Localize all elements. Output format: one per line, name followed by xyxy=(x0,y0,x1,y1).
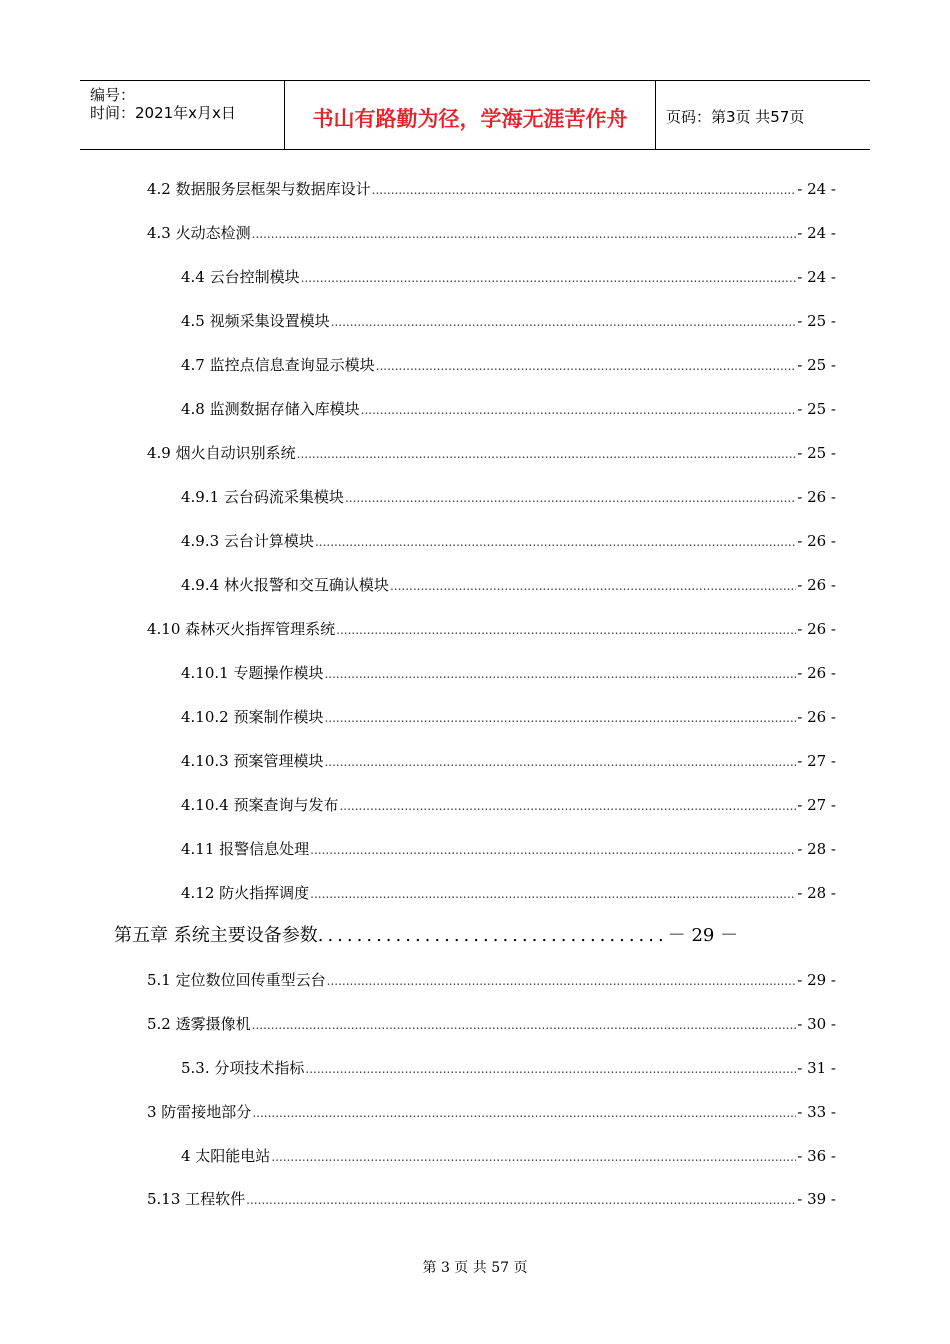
toc-entry[interactable] xyxy=(181,398,836,420)
toc-entry-page: - 26 - xyxy=(797,488,836,506)
toc-entry[interactable] xyxy=(181,662,836,684)
header-page-info: 页码：第3页 共57页 xyxy=(666,108,805,126)
toc-leader-dots xyxy=(390,575,796,597)
toc-leader-dots xyxy=(376,355,797,377)
toc-entry-title[interactable]: 4.5 视频采集设置模块 xyxy=(181,312,330,330)
toc-leader-dots xyxy=(336,619,796,641)
toc-entry[interactable] xyxy=(147,969,836,991)
toc-leader-dots xyxy=(297,443,797,465)
toc-entry[interactable] xyxy=(147,222,836,244)
header-page-cell xyxy=(656,81,870,149)
page-footer: 第 3 页 共 57 页 xyxy=(422,1260,528,1276)
toc-leader-dots xyxy=(315,531,796,553)
toc-leader-dots xyxy=(252,1014,797,1036)
toc-entry-title[interactable]: 4.9 烟火自动识别系统 xyxy=(147,444,296,462)
toc-leader-dots xyxy=(331,311,797,333)
toc-entry-page: - 33 - xyxy=(797,1103,836,1121)
toc-entry-page: - 26 - xyxy=(797,532,836,550)
toc-entry-title[interactable]: 4.9.3 云台计算模块 xyxy=(181,532,314,550)
toc-entry[interactable] xyxy=(147,1188,836,1210)
toc-entry-page: - 25 - xyxy=(797,444,836,462)
toc-entry-title[interactable]: 4.4 云台控制模块 xyxy=(181,268,300,286)
toc-entry-title[interactable]: 5.1 定位数位回传重型云台 xyxy=(147,971,326,989)
toc-entry-page: - 39 - xyxy=(797,1190,836,1208)
toc-entry-title[interactable]: 4.10.3 预案管理模块 xyxy=(181,752,324,770)
toc-entry-page: - 25 - xyxy=(797,312,836,330)
toc-entry-title[interactable]: 4.10.1 专题操作模块 xyxy=(181,664,324,682)
toc-entry[interactable] xyxy=(181,1145,836,1167)
toc-entry-page: - 26 - xyxy=(797,708,836,726)
toc-entry-title[interactable]: 5.3. 分项技术指标 xyxy=(181,1059,305,1077)
toc-entry-title[interactable]: 5.2 透雾摄像机 xyxy=(147,1015,251,1033)
toc-entry-page: - 26 - xyxy=(797,664,836,682)
toc-entry-page: - 26 - xyxy=(797,576,836,594)
toc-entry[interactable] xyxy=(147,442,836,464)
toc-entry-title[interactable]: 4.9.4 林火报警和交互确认模块 xyxy=(181,576,389,594)
chapter-title[interactable]: 第五章 系统主要设备参数 xyxy=(114,925,318,946)
header-meta xyxy=(80,81,284,149)
toc-entry-title[interactable]: 4.9.1 云台码流采集模块 xyxy=(181,488,344,506)
toc-entry-page: - 28 - xyxy=(797,884,836,902)
toc-entry-title[interactable]: 5.13 工程软件 xyxy=(147,1190,246,1208)
toc-leader-dots xyxy=(301,267,797,289)
toc-entry-title[interactable]: 4.2 数据服务层框架与数据库设计 xyxy=(147,180,371,198)
toc-entry-page: - 31 - xyxy=(797,1059,836,1077)
toc-entry-page: - 28 - xyxy=(797,840,836,858)
toc-entry-title[interactable]: 4 太阳能电站 xyxy=(181,1147,271,1165)
toc-entry[interactable] xyxy=(181,486,836,508)
toc-entry[interactable] xyxy=(181,838,836,860)
chapter-page: － 29 － xyxy=(667,925,739,946)
toc-entry-page: - 27 - xyxy=(797,796,836,814)
toc-leader-dots xyxy=(252,223,797,245)
toc-entry[interactable] xyxy=(181,794,836,816)
toc-entry[interactable] xyxy=(181,750,836,772)
toc-entry-page: - 25 - xyxy=(797,356,836,374)
toc-entry-page: - 30 - xyxy=(797,1015,836,1033)
toc-entry[interactable] xyxy=(181,1057,836,1079)
document-number-label: 编号： xyxy=(90,86,136,104)
toc-leader-dots xyxy=(310,883,796,905)
toc-entry-title[interactable]: 4.10 森林灭火指挥管理系统 xyxy=(147,620,336,638)
toc-entry-title[interactable]: 4.11 报警信息处理 xyxy=(181,840,310,858)
toc-entry-title[interactable]: 4.10.4 预案查询与发布 xyxy=(181,796,339,814)
toc-entry-title[interactable]: 4.12 防火指挥调度 xyxy=(181,884,310,902)
toc-entry[interactable] xyxy=(147,1013,836,1035)
toc-entry-page: - 36 - xyxy=(797,1147,836,1165)
toc-entry-title[interactable]: 3 防雷接地部分 xyxy=(147,1103,252,1121)
toc-leader-dots xyxy=(361,399,797,421)
toc-entry-page: - 29 - xyxy=(797,971,836,989)
toc-leader-dots xyxy=(324,707,796,729)
toc-leader-dots xyxy=(324,751,796,773)
toc-entry-title[interactable]: 4.8 监测数据存储入库模块 xyxy=(181,400,360,418)
toc-entry-page: - 26 - xyxy=(797,620,836,638)
toc-entry-page: - 24 - xyxy=(797,224,836,242)
toc-entry[interactable] xyxy=(181,574,836,596)
toc-leader-dots xyxy=(246,1189,796,1211)
header-motto: 书山有路勤为径，学海无涯苦作舟 xyxy=(312,107,628,131)
toc-leader-dots xyxy=(324,663,796,685)
toc-entry-page: - 24 - xyxy=(797,268,836,286)
toc-entry-title[interactable]: 4.10.2 预案制作模块 xyxy=(181,708,324,726)
toc-entry-page: - 27 - xyxy=(797,752,836,770)
toc-leader-dots xyxy=(305,1058,796,1080)
toc-entry[interactable] xyxy=(147,178,836,200)
toc-entry[interactable] xyxy=(181,530,836,552)
toc-leader-dots xyxy=(372,179,797,201)
toc-leader-dots xyxy=(327,970,797,992)
toc-entry-title[interactable]: 4.3 火动态检测 xyxy=(147,224,251,242)
chapter-leader-dots: .................................... xyxy=(317,925,668,946)
toc-leader-dots xyxy=(252,1102,796,1124)
toc-leader-dots xyxy=(345,487,796,509)
page-header xyxy=(80,80,870,150)
header-motto-cell xyxy=(284,81,656,149)
toc-entry[interactable] xyxy=(181,706,836,728)
toc-entry[interactable] xyxy=(181,354,836,376)
toc-leader-dots xyxy=(310,839,796,861)
toc-entry[interactable] xyxy=(181,882,836,904)
toc-leader-dots xyxy=(339,795,796,817)
toc-entry-title[interactable]: 4.7 监控点信息查询显示模块 xyxy=(181,356,375,374)
toc-entry[interactable] xyxy=(181,310,836,332)
toc-entry[interactable] xyxy=(147,1101,836,1123)
toc-leader-dots xyxy=(271,1146,796,1168)
toc-entry-page: - 25 - xyxy=(797,400,836,418)
toc-entry[interactable] xyxy=(147,618,836,640)
toc-entry[interactable] xyxy=(181,266,836,288)
toc-entry-page: - 24 - xyxy=(797,180,836,198)
toc-chapter-heading[interactable] xyxy=(114,924,738,948)
document-time-label: 时间：2021年x月x日 xyxy=(90,104,236,122)
